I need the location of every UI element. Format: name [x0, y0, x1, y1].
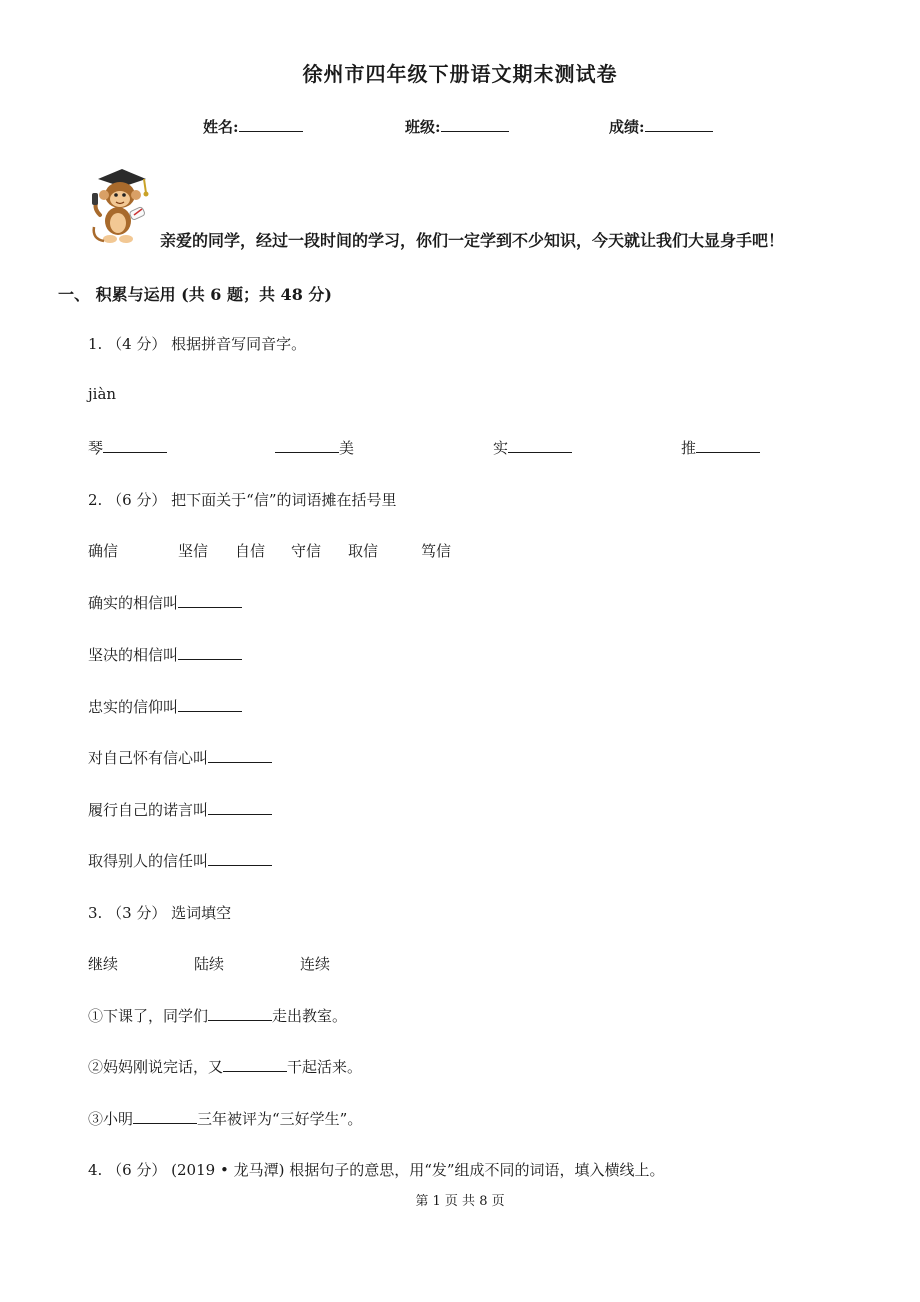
answer-blank[interactable] — [178, 696, 242, 712]
answer-blank[interactable] — [208, 850, 272, 866]
q2-line-text: 取得别人的信任叫 — [88, 852, 209, 870]
question-4-stem: 4. （6 分） (2019 • 龙马潭) 根据句子的意思，用“发”组成不同的词语，填入横线上。 — [88, 1161, 665, 1179]
answer-blank[interactable] — [178, 592, 242, 608]
q3-sentence-start: ①下课了，同学们 — [88, 1007, 209, 1025]
q1-item-char: 琴 — [88, 439, 104, 457]
q2-line-text: 坚决的相信叫 — [88, 646, 179, 664]
answer-blank[interactable] — [208, 799, 272, 815]
answer-blank[interactable] — [103, 437, 167, 453]
q2-line-text: 履行自己的诺言叫 — [88, 801, 209, 819]
answer-blank[interactable] — [275, 437, 339, 453]
q2-word: 坚信 — [178, 542, 209, 560]
score-blank[interactable] — [645, 116, 713, 132]
q3-sentence — [88, 1108, 362, 1129]
monkey-scholar-icon — [88, 165, 152, 247]
q1-item — [493, 437, 572, 458]
q2-line-text: 对自己怀有信心叫 — [88, 749, 209, 767]
score-field — [609, 116, 713, 137]
intro-text: 亲爱的同学，经过一段时间的学习，你们一定学到不少知识，今天就让我们大显身手吧！ — [160, 231, 785, 250]
q3-sentence-end: 三年被评为“三好学生”。 — [197, 1110, 363, 1128]
q3-sentence-start: ②妈妈刚说完话，又 — [88, 1058, 224, 1076]
q3-word: 连续 — [300, 955, 331, 973]
answer-blank[interactable] — [508, 437, 572, 453]
q2-word: 自信 — [235, 542, 266, 560]
q3-sentence-end: 走出教室。 — [272, 1007, 348, 1025]
class-label: 班级: — [405, 118, 441, 136]
q2-word: 守信 — [291, 542, 322, 560]
question-1-stem: 1. （4 分） 根据拼音写同音字。 — [88, 335, 307, 353]
score-label: 成绩: — [609, 118, 645, 136]
answer-blank[interactable] — [133, 1108, 197, 1124]
q2-line — [88, 696, 242, 717]
q2-line-text: 忠实的信仰叫 — [88, 698, 179, 716]
class-blank[interactable] — [441, 116, 509, 132]
answer-blank[interactable] — [696, 437, 760, 453]
name-field — [203, 116, 303, 137]
answer-blank[interactable] — [178, 644, 242, 660]
section-heading: 一、 积累与运用 (共 6 题；共 48 分) — [58, 285, 332, 304]
q3-word: 继续 — [88, 955, 119, 973]
answer-blank[interactable] — [208, 747, 272, 763]
name-label: 姓名: — [203, 118, 239, 136]
q2-word: 取信 — [348, 542, 379, 560]
q1-item-char: 实 — [493, 439, 509, 457]
q3-sentence-start: ③小明 — [88, 1110, 134, 1128]
q3-sentence — [88, 1056, 362, 1077]
q1-item-char: 推 — [681, 439, 697, 457]
q2-line-text: 确实的相信叫 — [88, 594, 179, 612]
answer-blank[interactable] — [208, 1005, 272, 1021]
q3-sentence-end: 干起活来。 — [287, 1058, 363, 1076]
q1-item — [275, 437, 354, 458]
answer-blank[interactable] — [223, 1056, 287, 1072]
q1-item-char: 美 — [339, 439, 355, 457]
q2-line — [88, 644, 242, 665]
q2-line — [88, 747, 272, 768]
q2-word: 笃信 — [421, 542, 452, 560]
q2-line — [88, 850, 272, 871]
q3-sentence — [88, 1005, 347, 1026]
q2-line — [88, 799, 272, 820]
q1-item — [88, 437, 167, 458]
class-field — [405, 116, 509, 137]
q1-item — [681, 437, 760, 458]
q3-word: 陆续 — [194, 955, 225, 973]
question-3-stem: 3. （3 分） 选词填空 — [88, 904, 232, 922]
page-footer: 第 1 页 共 8 页 — [415, 1194, 505, 1209]
page-title: 徐州市四年级下册语文期末测试卷 — [302, 62, 618, 86]
q1-pinyin: jiàn — [88, 385, 117, 403]
q2-word: 确信 — [88, 542, 119, 560]
q2-line — [88, 592, 242, 613]
name-blank[interactable] — [239, 116, 303, 132]
question-2-stem: 2. （6 分） 把下面关于“信”的词语摊在括号里 — [88, 491, 397, 509]
